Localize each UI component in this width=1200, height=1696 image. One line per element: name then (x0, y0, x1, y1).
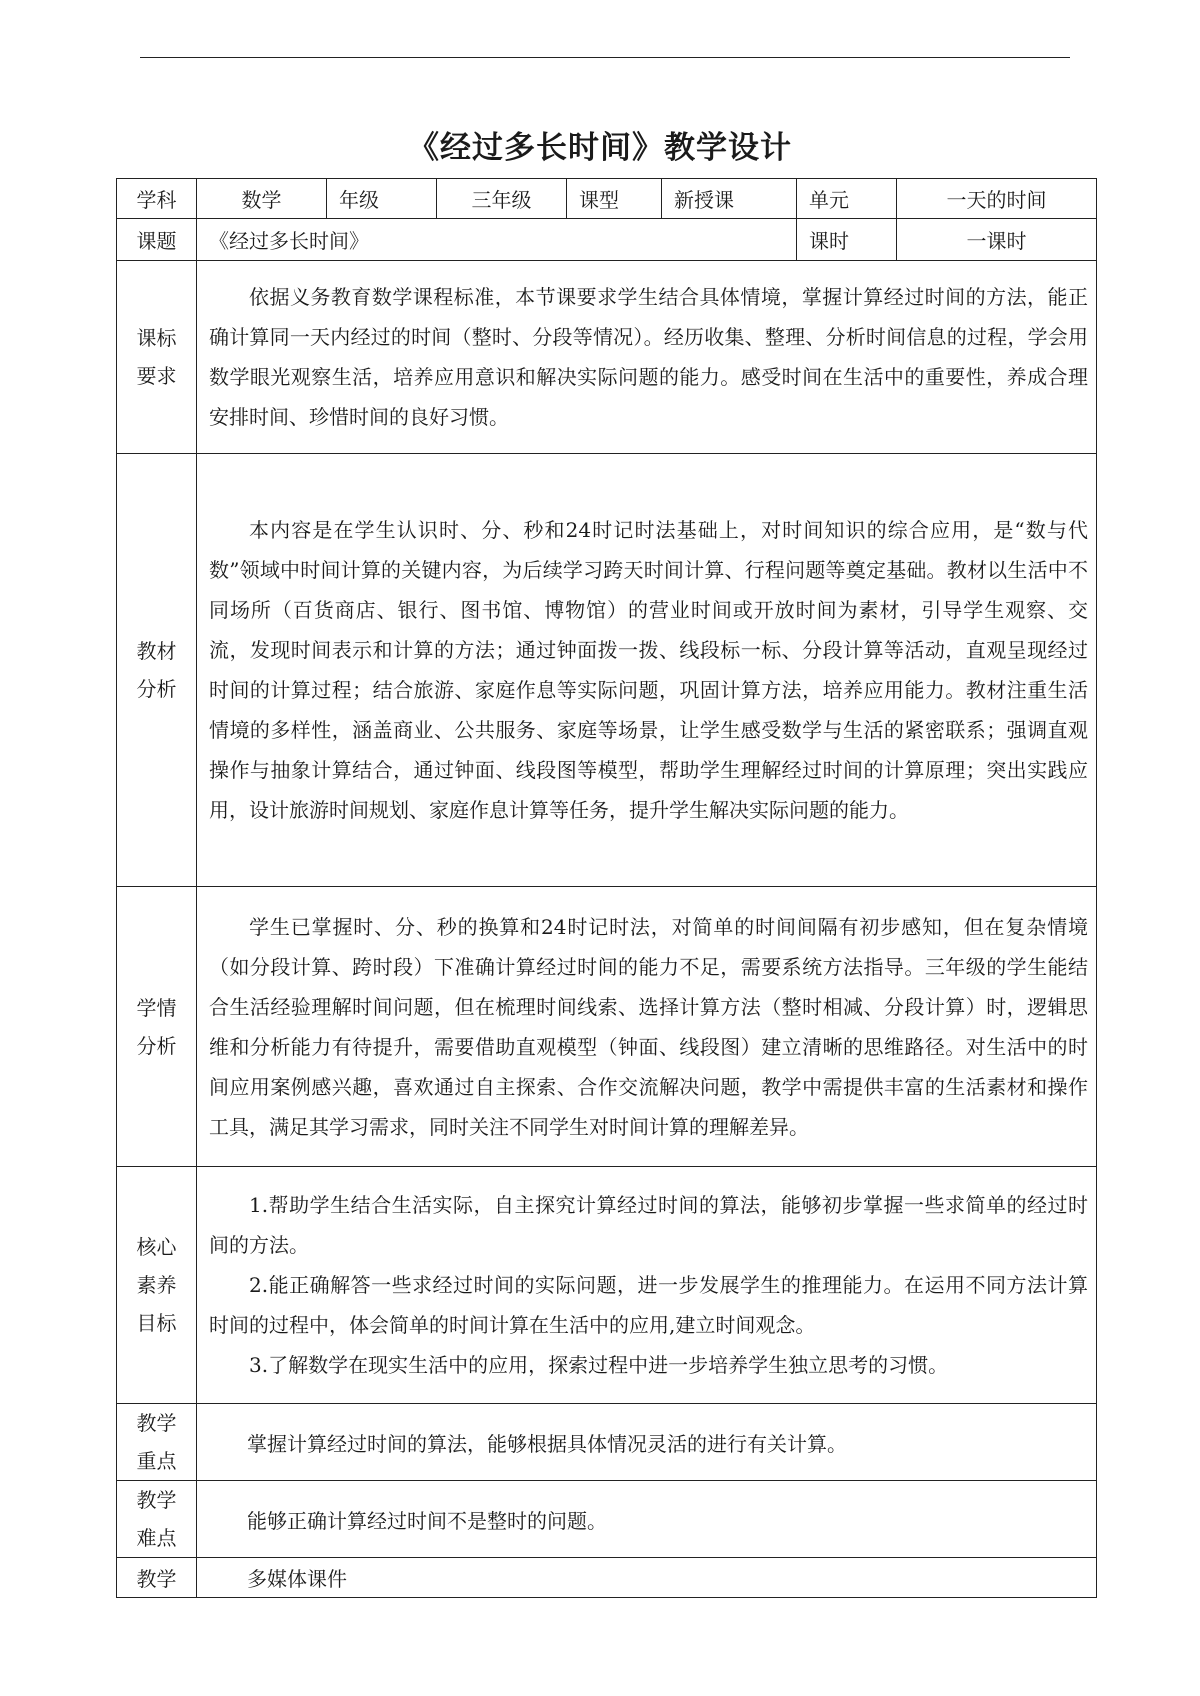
student-analysis-row (117, 887, 1097, 1167)
key-points-row (117, 1404, 1097, 1481)
student-analysis-text: 学生已掌握时、分、秒的换算和24时记时法，对简单的时间间隔有初步感知，但在复杂情境（如分段计算、跨时段）下准确计算经过时间的能力不足，需要系统方法指导。三年级的学生能结合生活经验理解时间问题，但在梳理时间线索、选择计算方法（整时相减、分段计算）时，逻辑思维和分析能力有待提升，需要借助直观模型（钟面、线段图）建立清晰的思维路径。对生活中的时间应用案例感兴趣，喜欢通过自主探索、合作交流解决问题，教学中需提供丰富的生活素材和操作工具，满足其学习需求，同时关注不同学生对时间计算的理解差异。 (197, 887, 1097, 1167)
lesson-type-label: 课型 (567, 179, 662, 219)
period-label: 课时 (797, 219, 897, 261)
goal-item-1: 1.帮助学生结合生活实际，自主探究计算经过时间的算法，能够初步掌握一些求简单的经过时间的方法。 (209, 1193, 1088, 1257)
textbook-analysis-label: 教材 分析 (117, 454, 197, 887)
core-goals-text (197, 1167, 1097, 1404)
standards-label: 课标 要求 (117, 261, 197, 454)
goal-item-2: 2.能正确解答一些求经过时间的实际问题，进一步发展学生的推理能力。在运用不同方法计算时间的过程中，体会简单的时间计算在生活中的应用,建立时间观念。 (209, 1273, 1088, 1337)
goal-item-3: 3.了解数学在现实生活中的应用，探索过程中进一步培养学生独立思考的习惯。 (249, 1353, 949, 1377)
topic-row (117, 219, 1097, 261)
grade-value: 三年级 (437, 179, 567, 219)
standards-row (117, 261, 1097, 454)
subject-value: 数学 (197, 179, 327, 219)
difficulties-label: 教学 难点 (117, 1481, 197, 1558)
period-value: 一课时 (897, 219, 1097, 261)
document-title: 《经过多长时间》教学设计 (408, 130, 792, 166)
unit-value: 一天的时间 (897, 179, 1097, 219)
standards-text: 依据义务教育数学课程标准，本节课要求学生结合具体情境，掌握计算经过时间的方法，能正确计算同一天内经过的时间（整时、分段等情况）。经历收集、整理、分析时间信息的过程，学会用数学眼光观察生活，培养应用意识和解决实际问题的能力。感受时间在生活中的重要性，养成合理安排时间、珍惜时间的良好习惯。 (197, 261, 1097, 454)
key-points-label: 教学 重点 (117, 1404, 197, 1481)
key-points-text: 掌握计算经过时间的算法，能够根据具体情况灵活的进行有关计算。 (197, 1404, 1097, 1481)
topic-value: 《经过多长时间》 (197, 219, 797, 261)
resources-label: 教学 (117, 1558, 197, 1598)
textbook-analysis-row (117, 454, 1097, 887)
unit-label: 单元 (797, 179, 897, 219)
difficulties-text: 能够正确计算经过时间不是整时的问题。 (197, 1481, 1097, 1558)
grade-label: 年级 (327, 179, 437, 219)
core-goals-row (117, 1167, 1097, 1404)
header-rule (140, 57, 1070, 58)
resources-text: 多媒体课件 (197, 1558, 1097, 1598)
header-row (117, 179, 1097, 219)
core-goals-label: 核心 素养 目标 (117, 1167, 197, 1404)
textbook-analysis-text: 本内容是在学生认识时、分、秒和24时记时法基础上，对时间知识的综合应用，是“数与代数”领域中时间计算的关键内容，为后续学习跨天时间计算、行程问题等奠定基础。教材以生活中不同场所（百货商店、银行、图书馆、博物馆）的营业时间或开放时间为素材，引导学生观察、交流，发现时间表示和计算的方法；通过钟面拨一拨、线段标一标、分段计算等活动，直观呈现经过时间的计算过程；结合旅游、家庭作息等实际问题，巩固计算方法，培养应用能力。教材注重生活情境的多样性，涵盖商业、公共服务、家庭等场景，让学生感受数学与生活的紧密联系；强调直观操作与抽象计算结合，通过钟面、线段图等模型，帮助学生理解经过时间的计算原理；突出实践应用，设计旅游时间规划、家庭作息计算等任务，提升学生解决实际问题的能力。 (197, 454, 1097, 887)
student-analysis-label: 学情 分析 (117, 887, 197, 1167)
lesson-design-table (116, 178, 1097, 1598)
lesson-type-value: 新授课 (662, 179, 797, 219)
resources-row (117, 1558, 1097, 1598)
difficulties-row (117, 1481, 1097, 1558)
subject-label: 学科 (117, 179, 197, 219)
topic-label: 课题 (117, 219, 197, 261)
